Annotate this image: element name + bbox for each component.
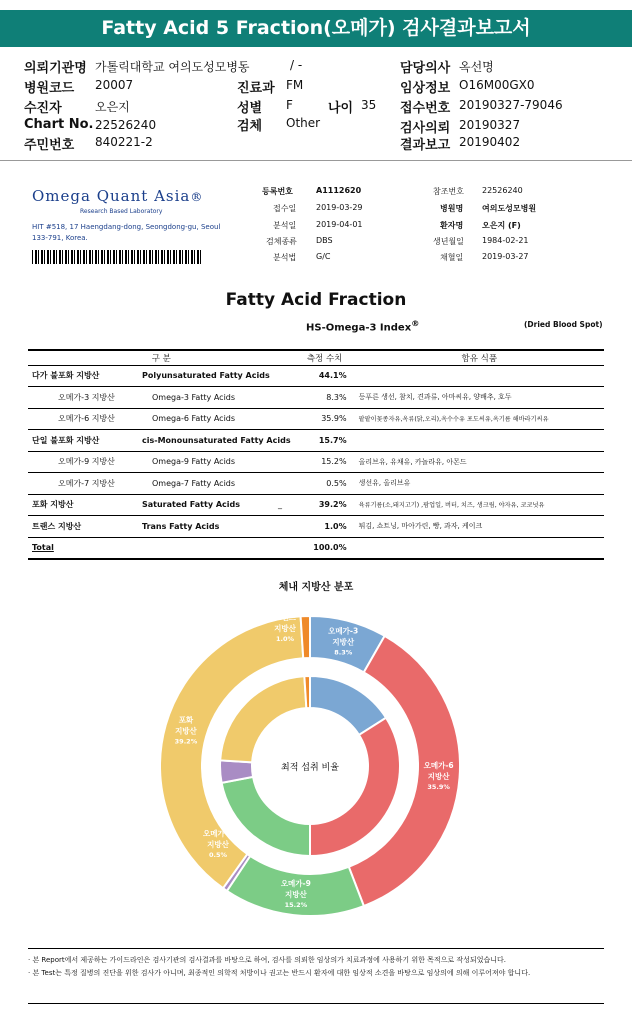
age-value: 35 [361, 98, 377, 112]
slice-name-1: 오메가-6 [423, 760, 454, 770]
table-row-pufa: 다가 불포화 지방산 Polyunsaturated Fatty Acids 44.1% [28, 365, 604, 387]
dept-value: FM [286, 78, 304, 92]
slice-value-1: 35.9% [427, 782, 450, 791]
analysis-date-label: 분석일 [273, 221, 297, 230]
slice-name-suffix-0: 지방산 [332, 637, 355, 647]
name-value: 오은지 [95, 100, 130, 114]
specimen-value: Other [286, 116, 321, 130]
method-value: G/C [316, 252, 331, 261]
table-row-omega6: 오메가-6 지방산 Omega-6 Fatty Acids 35.9% 팥팥이꽃종자유,옥류(닭,오리),옥수수유 포도씨유,옥기름 해바라기씨유 [28, 408, 604, 430]
chart-no-label: Chart No. [24, 117, 94, 132]
slice-name-suffix-5: 지방산 [274, 624, 296, 633]
report-banner: Fatty Acid 5 Fraction(오메가) 검사결과보고서 [0, 10, 632, 47]
rrn-label: 주민번호 [24, 138, 75, 153]
table-row-total: Total 100.0% [28, 537, 604, 559]
table-row-omega3: 오메가-3 지방산 Omega-3 Fatty Acids 8.3% 등푸른 생선, 참치, 견과류, 아마씨유, 양배추, 호두 [28, 387, 604, 409]
recv-date-label: 접수일 [273, 204, 297, 213]
slice-name-0: 오메가-3 [328, 626, 359, 636]
table-row-omega7: 오메가-7 지방산 Omega-7 Fatty Acids 0.5% 생선유, 올리브유 [28, 473, 604, 495]
lab-logo-subtitle: Research Based Laboratory [80, 208, 163, 215]
hospital-label: 병원명 [440, 204, 464, 213]
table-row-omega9: 오메가-9 지방산 Omega-9 Fatty Acids 15.2% 올리브유, 유채유, 카놀라유, 아몬드 [28, 451, 604, 473]
org-extra: / - [290, 58, 303, 72]
doctor-value: 옥선명 [459, 60, 494, 74]
draw-date-label: 채혈일 [440, 253, 464, 262]
reg-no-label: 등록번호 [262, 187, 293, 196]
sex-label: 성별 [237, 101, 263, 116]
hospital-value: 여의도성모병원 [482, 204, 537, 213]
slice-value-4: 39.2% [174, 737, 198, 746]
slice-name-3: 오메가-7 [202, 829, 234, 838]
hs-omega3-index: HS-Omega-3 Index® [306, 318, 420, 334]
req-date-value: 20190327 [459, 118, 521, 132]
age-label: 나이 [328, 101, 354, 116]
slice-name-4: 포화 [178, 715, 194, 725]
specimen-type-label: 검체종류 [266, 237, 297, 246]
chart-title: 체내 지방산 분포 [278, 582, 354, 593]
dob-value: 1984-02-21 [482, 236, 529, 245]
req-date-label: 검사의뢰 [400, 121, 451, 136]
recv-no-value: 20190327-79046 [459, 98, 563, 112]
disclaimer-line-2: · 본 Test는 특정 질병의 진단을 위한 검사가 아니며, 최종적인 의학적 처방이나 권고는 반드시 환자에 대한 임상적 소견을 바탕으로 임상의에 의해 이루어져야 합니다. [28, 969, 531, 977]
clinical-label: 임상정보 [400, 81, 451, 96]
report-date-label: 결과보고 [400, 138, 451, 153]
col-value: 측정 수치 [295, 350, 355, 365]
slice-value-2: 15.2% [284, 901, 308, 910]
code-value: 20007 [95, 78, 134, 92]
slice-name-suffix-4: 지방산 [175, 726, 197, 736]
table-row-trans: 트랜스 지방산 Trans Fatty Acids 1.0% 튀김, 쇼트닝, 마아가린, 빵, 과자, 케이크 [28, 516, 604, 538]
fatty-acid-donut-chart [0, 598, 632, 938]
analysis-date-value: 2019-04-01 [316, 220, 363, 229]
disclaimer-line-1: · 본 Report에서 제공하는 가이드라인은 검사기관의 검사결과를 바탕으로 하여, 검사를 의뢰한 임상의가 치료과정에 사용하기 위한 목적으로 작성되었습니다. [28, 956, 506, 964]
slice-name-suffix-2: 지방산 [284, 890, 307, 900]
slice-name-suffix-1: 지방산 [427, 771, 450, 781]
outer-slice-5 [301, 616, 310, 658]
slice-value-3: 0.5% [208, 851, 228, 859]
sex-value: F [286, 98, 293, 112]
fatty-acid-table [28, 349, 604, 560]
org-label: 의뢰기관명 [24, 61, 87, 76]
lab-address: HIT #518, 17 Haengdang-dong, Seongdong-gu, Seoul 133-791, Korea. [32, 223, 221, 242]
specimen-label: 검체 [237, 119, 263, 134]
ref-no-label: 참조번호 [433, 187, 464, 196]
doctor-label: 담당의사 [400, 61, 451, 76]
lab-logo: Omega Quant Asia® [32, 187, 204, 205]
recv-date-value: 2019-03-29 [316, 203, 363, 212]
recv-no-label: 접수번호 [400, 101, 451, 116]
ref-no-value: 22526240 [482, 186, 523, 195]
draw-date-value: 2019-03-27 [482, 252, 529, 261]
dept-label: 진료과 [237, 81, 275, 96]
rrn-value: 840221-2 [95, 135, 153, 149]
table-row-mufa: 단일 불포화 지방산 cis-Monounsaturated Fatty Acids 15.7% [28, 430, 604, 452]
dob-label: 생년월일 [433, 237, 464, 246]
slice-value-5: 1.0% [275, 635, 295, 643]
disclaimer-notes [28, 948, 604, 1004]
inner-slice-5 [304, 676, 310, 708]
chart-center-label: 최적 섭취 비율 [281, 763, 339, 773]
sample-type: (Dried Blood Spot) [524, 320, 603, 329]
col-foods: 함유 식품 [355, 350, 604, 365]
reg-no-value: A1112620 [316, 186, 362, 195]
org-value: 가톨릭대학교 여의도성모병동 [95, 60, 250, 74]
chart-no-value: 22526240 [95, 118, 157, 132]
slice-name-suffix-3: 지방산 [207, 840, 229, 849]
slice-value-0: 8.3% [334, 648, 353, 657]
name-label: 수진자 [24, 101, 62, 116]
col-category: 구 분 [28, 350, 295, 365]
slice-name-2: 오메가-9 [280, 879, 311, 889]
report-date-value: 20190402 [459, 135, 521, 149]
code-label: 병원코드 [24, 81, 75, 96]
slice-name-5: 트랜스 [274, 613, 296, 622]
header-divider [0, 160, 632, 161]
table-row-sfa: 포화 지방산 Saturated Fatty Acids _ 39.2% 육류기름(소,돼지고기) ,팜업일, 버터, 치즈, 생크림, 야자유, 코코넛유 [28, 494, 604, 516]
barcode [32, 250, 202, 264]
patient-label: 환자명 [440, 221, 464, 230]
patient-value: 오은지 (F) [482, 221, 521, 230]
report-title: Fatty Acid Fraction [225, 290, 407, 310]
specimen-type-value: DBS [316, 236, 333, 245]
method-label: 분석법 [273, 253, 297, 262]
clinical-value: O16M00GX0 [459, 78, 535, 92]
